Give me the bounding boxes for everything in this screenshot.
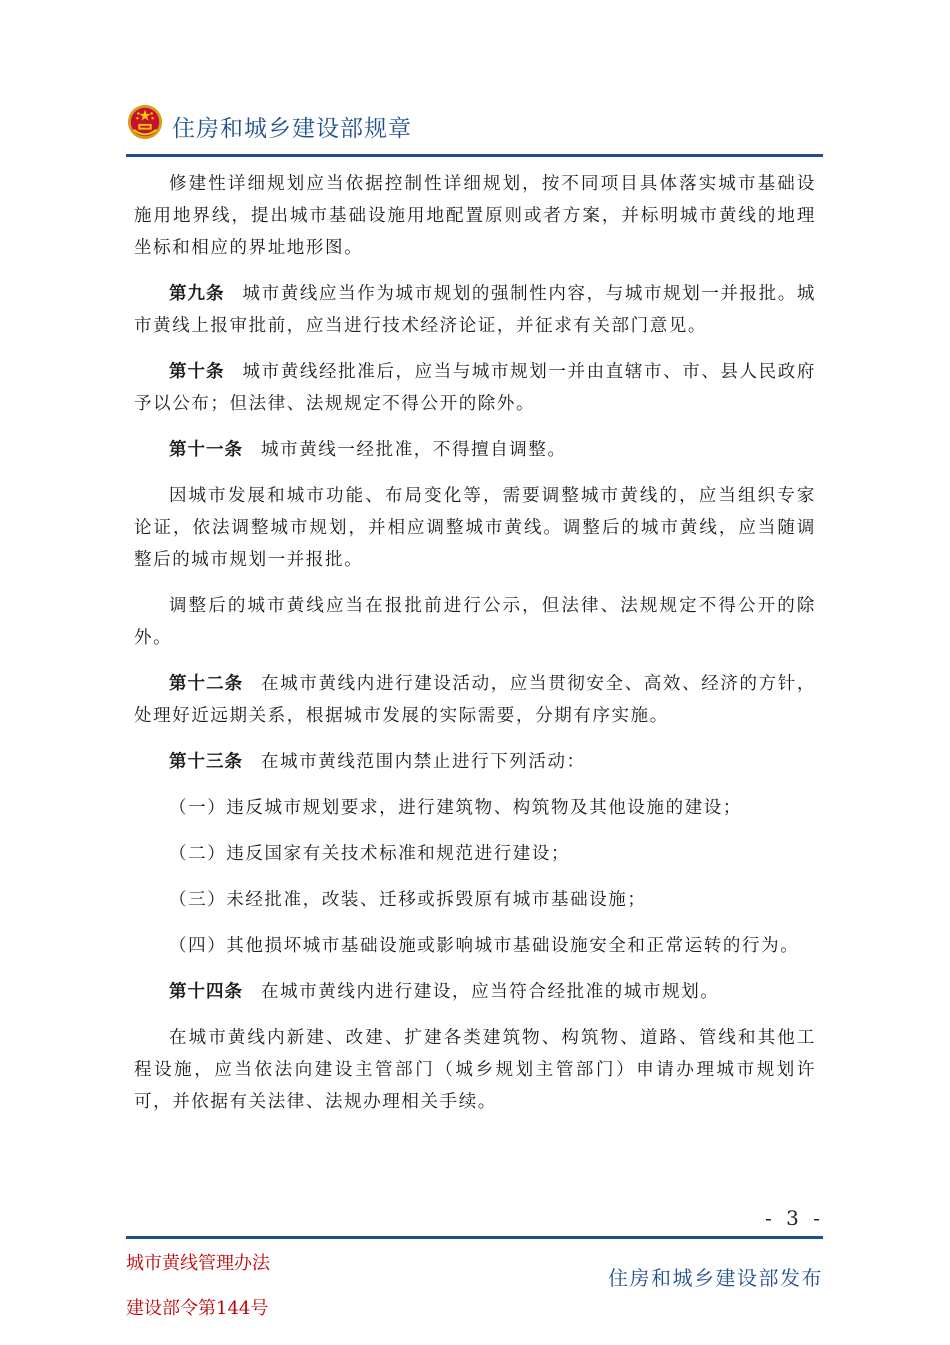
paragraph xyxy=(134,1022,816,1118)
paragraph-text: （一）违反城市规划要求，进行建筑物、构筑物及其他设施的建设； xyxy=(169,798,742,818)
paragraph-text: 在城市黄线内新建、改建、扩建各类建筑物、构筑物、道路、管线和其他工程设施，应当依法向建设主管部门（城乡规划主管部门）申请办理城市规划许可，并依据有关法律、法规办理相关手续。 xyxy=(134,1028,816,1112)
national-emblem-icon xyxy=(126,103,164,141)
paragraph-text: 城市黄线应当作为城市规划的强制性内容，与城市规划一并报批。城市黄线上报审批前，应当进行技术经济论证，并征求有关部门意见。 xyxy=(134,284,816,336)
paragraph xyxy=(134,884,816,916)
article-number: 第十三条 xyxy=(169,752,243,772)
page-header xyxy=(126,101,823,157)
paragraph-text: （三）未经批准，改装、迁移或拆毁原有城市基础设施； xyxy=(169,890,647,910)
paragraph-text: 城市黄线一经批准，不得擅自调整。 xyxy=(261,440,567,460)
footer-doc-title: 城市黄线管理办法 xyxy=(126,1253,270,1274)
paragraph xyxy=(134,168,816,264)
document-body xyxy=(134,168,816,1132)
paragraph-text: 因城市发展和城市功能、布局变化等，需要调整城市黄线的，应当组织专家论证，依法调整城市规划，并相应调整城市黄线。调整后的城市黄线，应当随调整后的城市规划一并报批。 xyxy=(134,486,816,570)
paragraph-text: 在城市黄线范围内禁止进行下列活动： xyxy=(261,752,586,772)
article-number: 第十一条 xyxy=(169,440,243,460)
paragraph-text: 修建性详细规划应当依据控制性详细规划，按不同项目具体落实城市基础设施用地界线，提出城市基础设施用地配置原则或者方案，并标明城市黄线的地理坐标和相应的界址地形图。 xyxy=(134,174,816,258)
footer-doc-number: 建设部令第144号 xyxy=(126,1298,269,1319)
paragraph-text: 在城市黄线内进行建设活动，应当贯彻安全、高效、经济的方针，处理好近远期关系，根据城市发展的实际需要，分期有序实施。 xyxy=(134,674,816,726)
paragraph xyxy=(134,746,816,778)
paragraph xyxy=(134,838,816,870)
paragraph-text: 在城市黄线内进行建设，应当符合经批准的城市规划。 xyxy=(261,982,720,1002)
header-divider xyxy=(126,154,823,157)
paragraph xyxy=(134,480,816,576)
paragraph-text: 城市黄线经批准后，应当与城市规划一并由直辖市、市、县人民政府予以公布；但法律、法规规定不得公开的除外。 xyxy=(134,362,816,414)
paragraph xyxy=(134,976,816,1008)
paragraph xyxy=(134,356,816,420)
article-number: 第十二条 xyxy=(169,674,244,694)
paragraph xyxy=(134,590,816,654)
paragraph-text: 调整后的城市黄线应当在报批前进行公示，但法律、法规规定不得公开的除外。 xyxy=(134,596,816,648)
paragraph xyxy=(134,792,816,824)
header-title: 住房和城乡建设部规章 xyxy=(172,116,412,142)
paragraph xyxy=(134,278,816,342)
footer-publisher: 住房和城乡建设部发布 xyxy=(608,1266,823,1290)
article-number: 第十条 xyxy=(169,362,225,382)
paragraph xyxy=(134,930,816,962)
article-number: 第十四条 xyxy=(169,982,243,1002)
paragraph xyxy=(134,668,816,732)
article-number: 第九条 xyxy=(169,284,225,304)
paragraph-text: （四）其他损坏城市基础设施或影响城市基础设施安全和正常运转的行为。 xyxy=(169,936,800,956)
paragraph-text: （二）违反国家有关技术标准和规范进行建设； xyxy=(169,844,571,864)
page-number: - 3 - xyxy=(765,1206,824,1230)
footer-divider xyxy=(126,1236,823,1239)
paragraph xyxy=(134,434,816,466)
